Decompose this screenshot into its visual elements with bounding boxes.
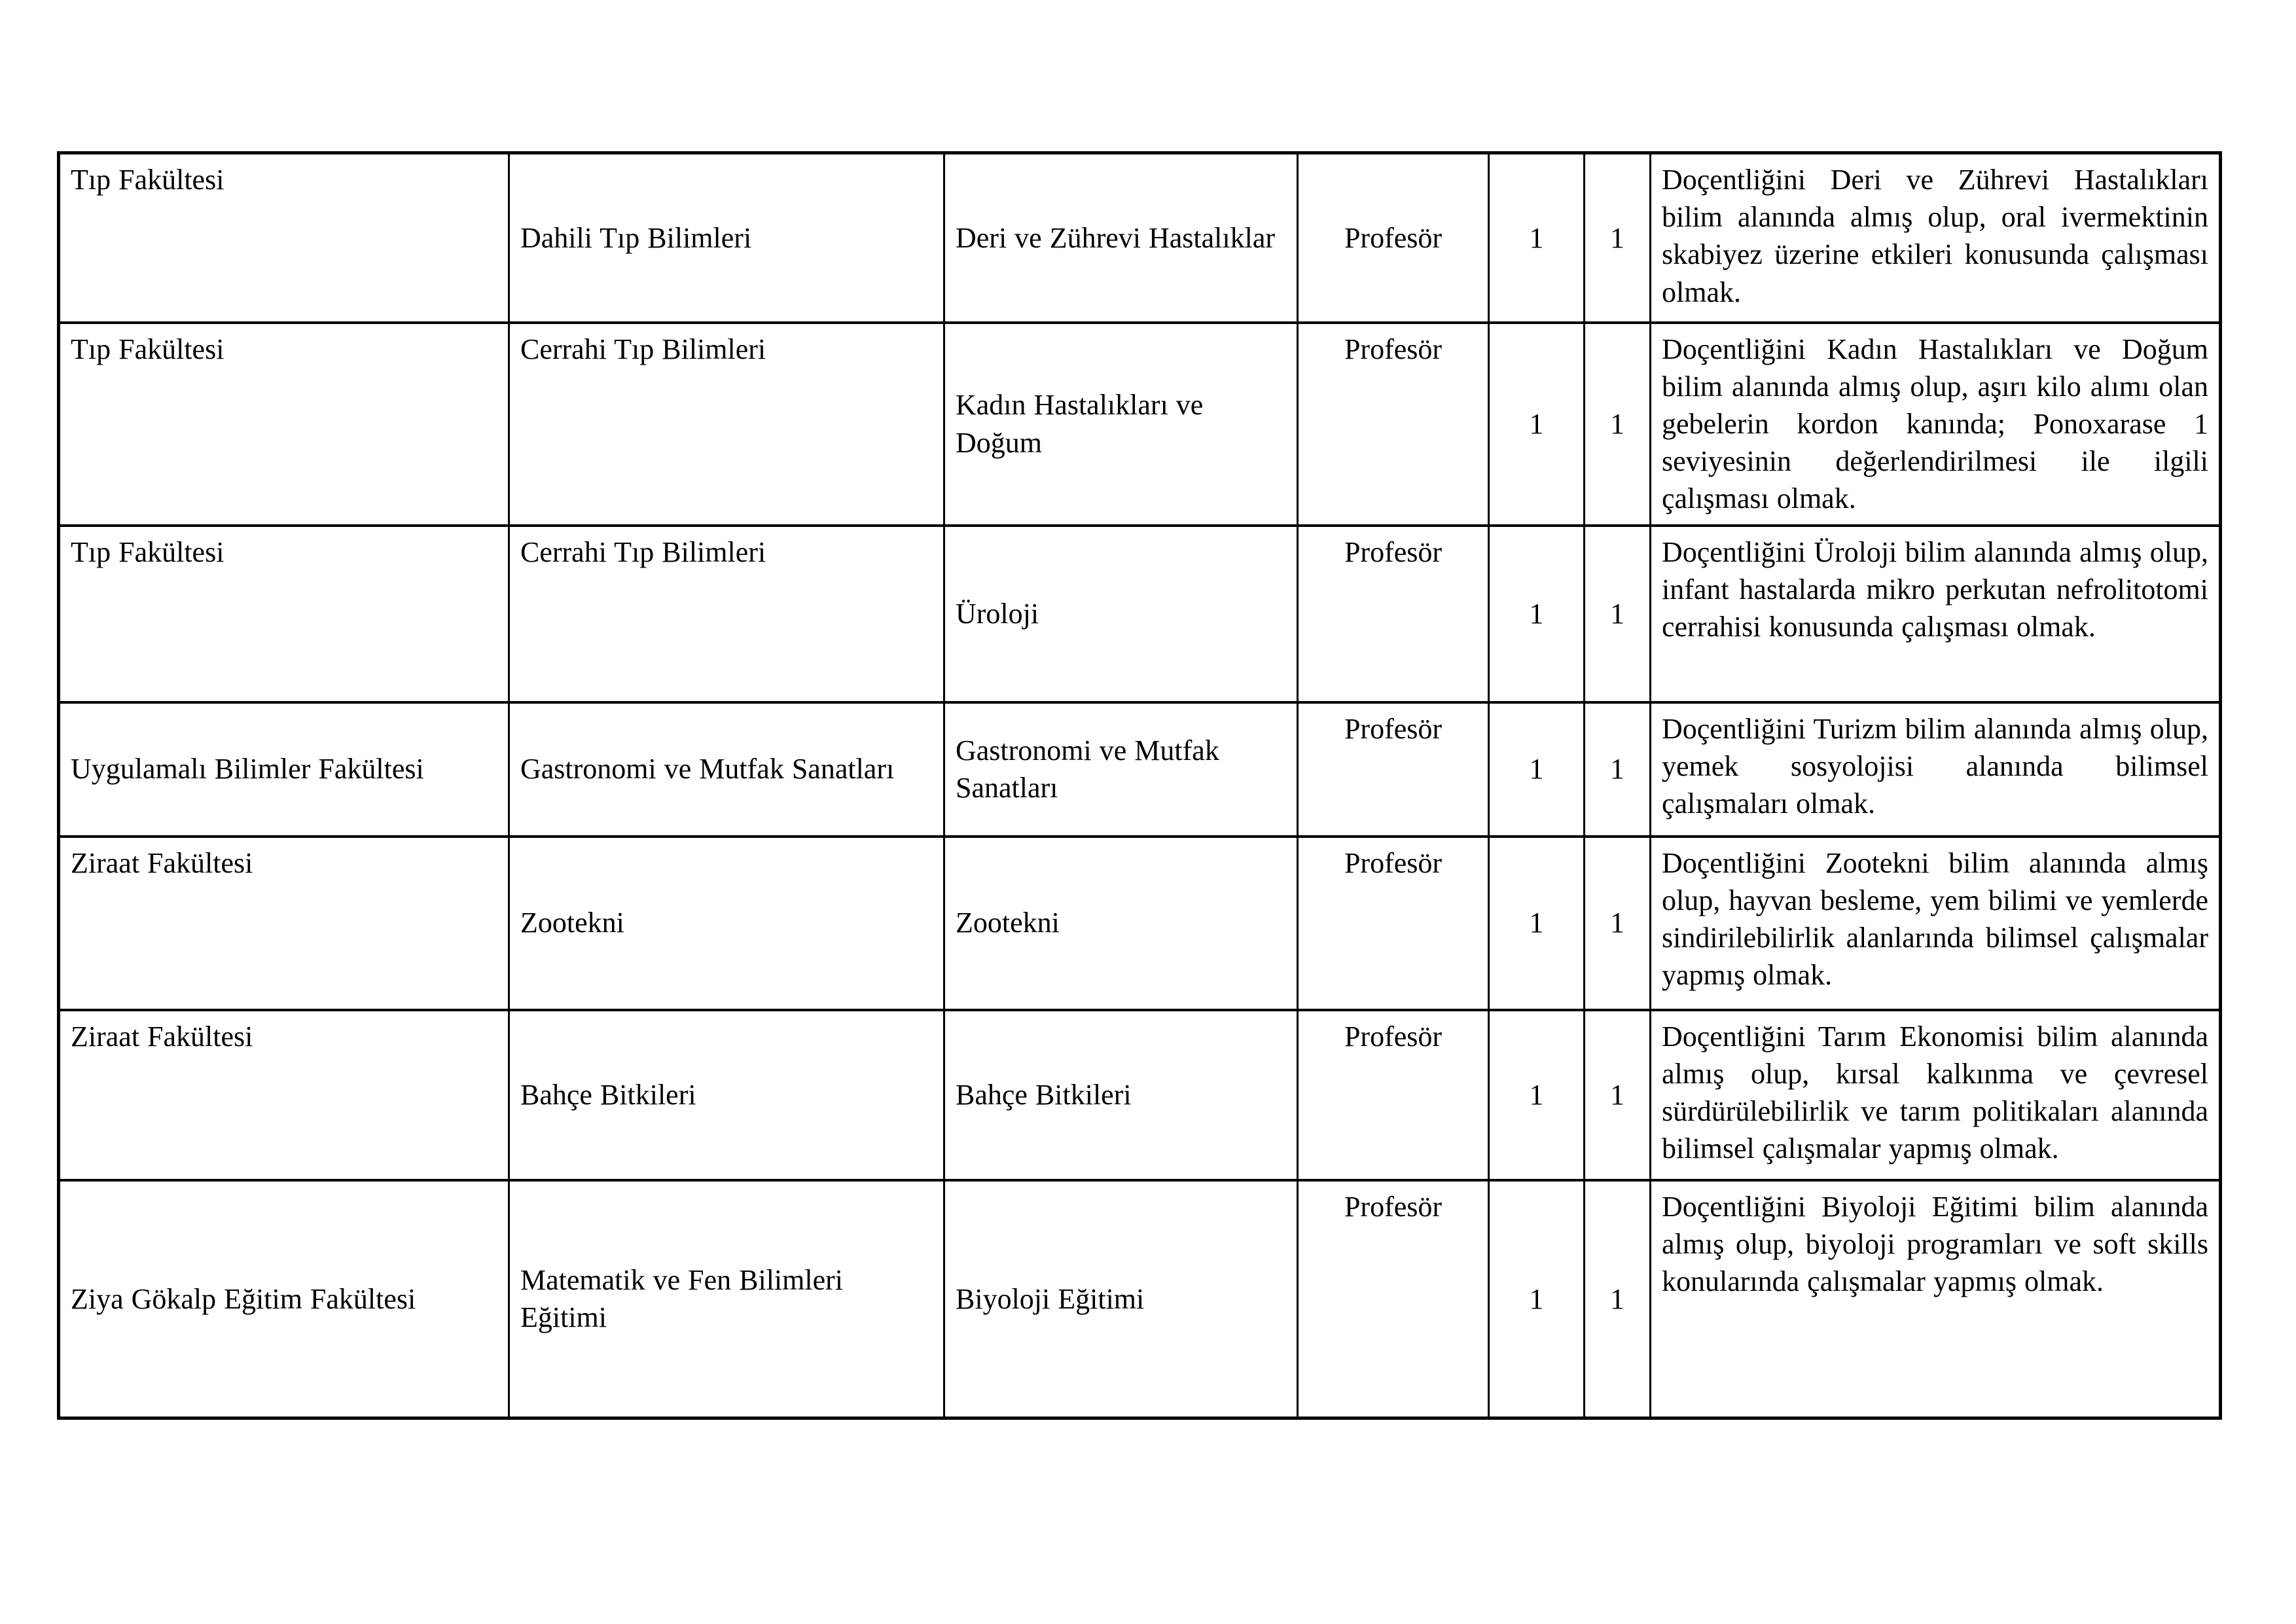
quota-cell-1: 1 <box>1489 1010 1585 1180</box>
title-cell: Profesör <box>1298 702 1489 837</box>
table-row <box>59 837 2221 1010</box>
quota-cell-2: 1 <box>1585 1010 1651 1180</box>
title-cell: Profesör <box>1298 1180 1489 1418</box>
title-cell: Profesör <box>1298 153 1489 323</box>
table-row <box>59 1010 2221 1180</box>
academic-positions-table <box>57 151 2222 1420</box>
quota-cell-2: 1 <box>1585 702 1651 837</box>
quota-cell-2: 1 <box>1585 153 1651 323</box>
requirement-cell: Doçentliğini Tarım Ekonomisi bilim alanında almış olup, kırsal kalkınma ve çevresel sürdürülebilirlik ve tarım politikaları alanında bilimsel çalışmalar yapmış olmak. <box>1651 1010 2221 1180</box>
department-cell: Dahili Tıp Bilimleri <box>509 153 944 323</box>
table-row <box>59 702 2221 837</box>
faculty-cell: Ziraat Fakültesi <box>59 1010 509 1180</box>
table-row <box>59 153 2221 323</box>
requirement-cell: Doçentliğini Kadın Hastalıkları ve Doğum bilim alanında almış olup, aşırı kilo alımı olan gebelerin kordon kanında; Ponoxarase 1 seviyesinin değerlendirilmesi ile ilgili çalışması olmak. <box>1651 323 2221 526</box>
faculty-cell: Tıp Fakültesi <box>59 323 509 526</box>
program-cell: Gastronomi ve Mutfak Sanatları <box>944 702 1298 837</box>
program-cell: Zootekni <box>944 837 1298 1010</box>
department-cell: Bahçe Bitkileri <box>509 1010 944 1180</box>
requirement-cell: Doçentliğini Biyoloji Eğitimi bilim alanında almış olup, biyoloji programları ve soft skills konularında çalışmalar yapmış olmak. <box>1651 1180 2221 1418</box>
requirement-cell: Doçentliğini Üroloji bilim alanında almış olup, infant hastalarda mikro perkutan nefrolitotomi cerrahisi konusunda çalışması olmak. <box>1651 526 2221 702</box>
department-cell: Zootekni <box>509 837 944 1010</box>
table-row <box>59 526 2221 702</box>
quota-cell-1: 1 <box>1489 702 1585 837</box>
title-cell: Profesör <box>1298 1010 1489 1180</box>
title-cell: Profesör <box>1298 323 1489 526</box>
title-cell: Profesör <box>1298 526 1489 702</box>
quota-cell-2: 1 <box>1585 323 1651 526</box>
requirement-cell: Doçentliğini Deri ve Zührevi Hastalıkları bilim alanında almış olup, oral ivermektinin skabiyez üzerine etkileri konusunda çalışması olmak. <box>1651 153 2221 323</box>
department-cell: Matematik ve Fen Bilimleri Eğitimi <box>509 1180 944 1418</box>
faculty-cell: Tıp Fakültesi <box>59 526 509 702</box>
requirement-cell: Doçentliğini Turizm bilim alanında almış olup, yemek sosyolojisi alanında bilimsel çalışmaları olmak. <box>1651 702 2221 837</box>
quota-cell-1: 1 <box>1489 323 1585 526</box>
program-cell: Kadın Hastalıkları ve Doğum <box>944 323 1298 526</box>
table-row <box>59 323 2221 526</box>
department-cell: Gastronomi ve Mutfak Sanatları <box>509 702 944 837</box>
department-cell: Cerrahi Tıp Bilimleri <box>509 526 944 702</box>
faculty-cell: Ziya Gökalp Eğitim Fakültesi <box>59 1180 509 1418</box>
quota-cell-1: 1 <box>1489 526 1585 702</box>
faculty-cell: Uygulamalı Bilimler Fakültesi <box>59 702 509 837</box>
quota-cell-2: 1 <box>1585 837 1651 1010</box>
program-cell: Biyoloji Eğitimi <box>944 1180 1298 1418</box>
table-row <box>59 1180 2221 1418</box>
quota-cell-1: 1 <box>1489 837 1585 1010</box>
faculty-cell: Ziraat Fakültesi <box>59 837 509 1010</box>
title-cell: Profesör <box>1298 837 1489 1010</box>
quota-cell-2: 1 <box>1585 526 1651 702</box>
program-cell: Deri ve Zührevi Hastalıklar <box>944 153 1298 323</box>
program-cell: Bahçe Bitkileri <box>944 1010 1298 1180</box>
quota-cell-1: 1 <box>1489 153 1585 323</box>
program-cell: Üroloji <box>944 526 1298 702</box>
quota-cell-1: 1 <box>1489 1180 1585 1418</box>
requirement-cell: Doçentliğini Zootekni bilim alanında almış olup, hayvan besleme, yem bilimi ve yemlerde sindirilebilirlik alanlarında bilimsel çalışmalar yapmış olmak. <box>1651 837 2221 1010</box>
quota-cell-2: 1 <box>1585 1180 1651 1418</box>
department-cell: Cerrahi Tıp Bilimleri <box>509 323 944 526</box>
faculty-cell: Tıp Fakültesi <box>59 153 509 323</box>
